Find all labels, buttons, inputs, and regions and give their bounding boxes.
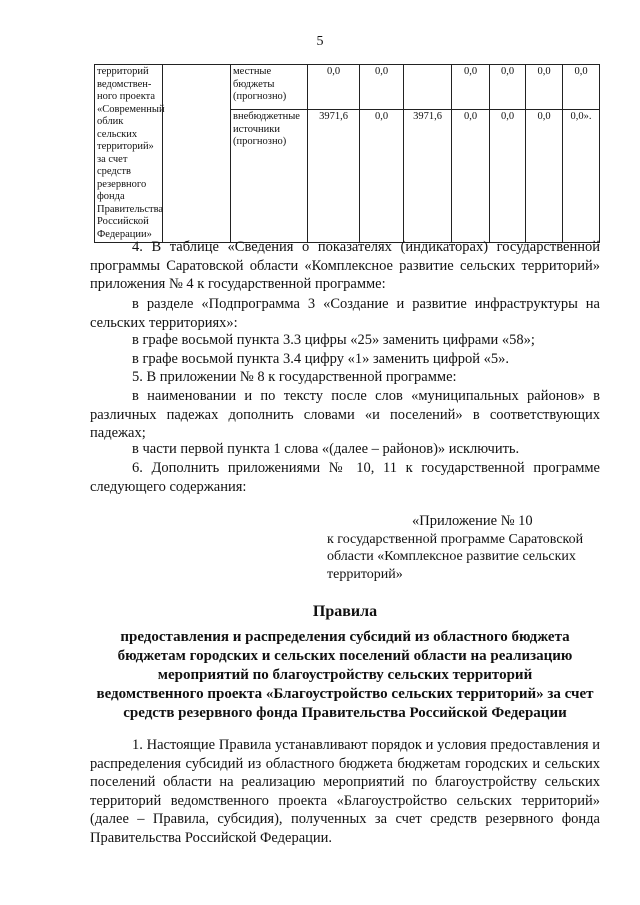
- appendix-block: [327, 513, 607, 583]
- appendix-title: «Приложение № 10: [412, 513, 533, 529]
- paragraph: в части первой пункта 1 слова «(далее – районов)» исключить.: [132, 441, 520, 457]
- page-number: 5: [316, 34, 324, 49]
- project-cell: территорий ведомствен- ного проекта «Современный облик сельских территорий» за счет средств резервного фонда Правительства Российской Федерации»: [95, 65, 163, 243]
- empty-cell: [163, 65, 231, 243]
- paragraph: 5. В приложении № 8 к государственной программе:: [132, 369, 457, 385]
- value-cell: 0,0: [452, 65, 490, 110]
- value-cell: 3971,6: [404, 110, 452, 243]
- value-cell: 0,0: [526, 65, 563, 110]
- paragraph: в разделе «Подпрограмма 3 «Создание и развитие инфраструктуры на сельских территориях»:: [90, 296, 600, 331]
- value-cell: 0,0: [308, 65, 360, 110]
- source-cell: внебюджетные источники (прогнозно): [231, 110, 308, 243]
- rules-paragraph-1: 1. Настоящие Правила устанавливают порядок и условия предоставления и распределения субсидий из областного бюджета бюджетам городских и сельских поселений области на реализацию мероприятий по благоустройству сельских территорий ведомственного проекта «Благоустройство сельских территорий» (далее – Правила, субсидия), полученных за счет средств резервного фонда Правительства Российской Федерации.: [90, 737, 600, 846]
- source-cell: местные бюджеты (прогнозно): [231, 65, 308, 110]
- rules-title: предоставления и распределения субсидий из областного бюджета бюджетам городских и сельских поселений области на реализацию мероприятий по благоустройству сельских территорий ведомственного проекта «Благоустройство сельских территорий» за счет средств резервного фонда Правительства Российской Федерации: [96, 629, 594, 721]
- value-cell: 0,0: [526, 110, 563, 243]
- value-cell: 0,0: [360, 110, 404, 243]
- value-cell: 0,0: [490, 110, 526, 243]
- paragraph: в графе восьмой пункта 3.3 цифры «25» заменить цифрами «58»;: [132, 332, 535, 348]
- value-cell: 0,0: [490, 65, 526, 110]
- paragraph: 4. В таблице «Сведения о показателях (индикаторах) государственной программы Саратовской области «Комплексное развитие сельских территорий» приложения № 4 к государственной программе:: [90, 239, 600, 292]
- value-cell: 3971,6: [308, 110, 360, 243]
- rules-heading: Правила: [312, 603, 378, 620]
- value-cell: 0,0: [360, 65, 404, 110]
- paragraph: 6. Дополнить приложениями № 10, 11 к государственной программе следующего содержания:: [90, 460, 600, 495]
- value-cell: 0,0».: [563, 110, 600, 243]
- budget-table: [94, 64, 599, 243]
- value-cell: 0,0: [452, 110, 490, 243]
- value-cell: 0,0: [563, 65, 600, 110]
- appendix-reference: к государственной программе Саратовской области «Комплексное развитие сельских территорий»: [327, 531, 584, 582]
- value-cell: [404, 65, 452, 110]
- paragraph: в графе восьмой пункта 3.4 цифру «1» заменить цифрой «5».: [132, 351, 509, 367]
- paragraph: в наименовании и по тексту после слов «муниципальных районов» в различных падежах дополнить словами «и поселений» в соответствующих падежах;: [90, 388, 600, 441]
